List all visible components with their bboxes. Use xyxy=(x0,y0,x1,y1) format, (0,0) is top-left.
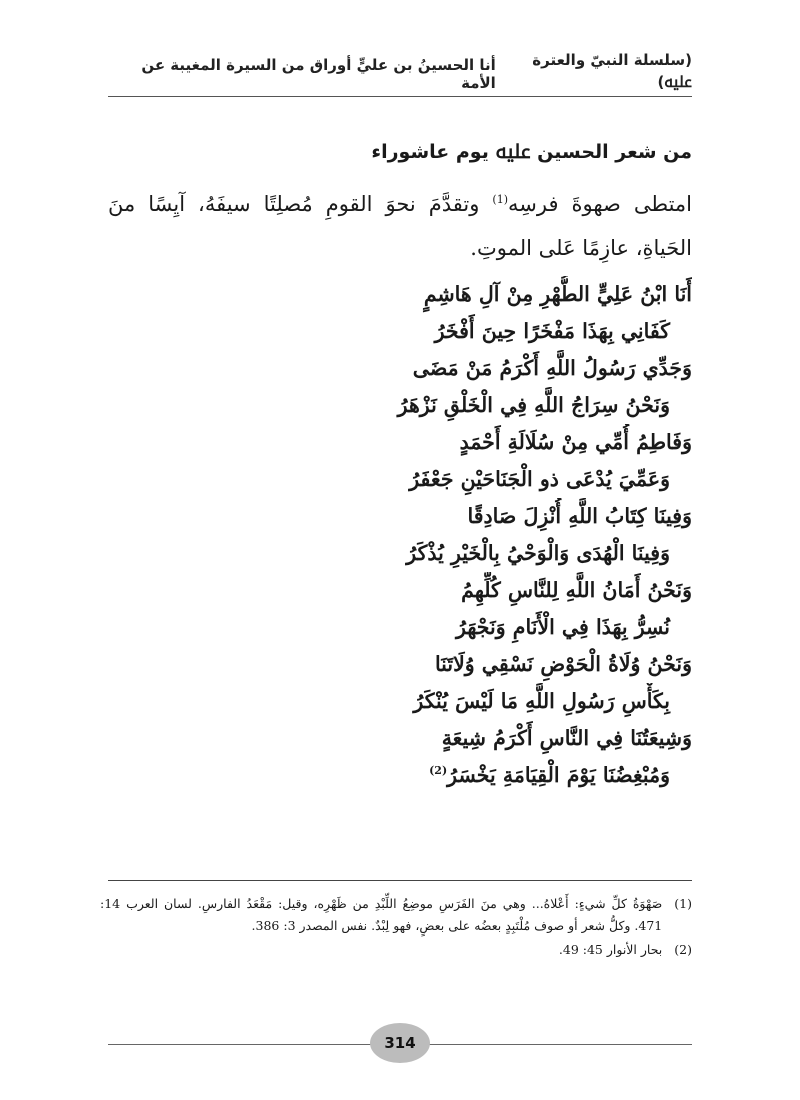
poem-verse: وَنَحْنُ أَمَانُ اللَّهِ لِلنَّاسِ كُلِّهِمُ xyxy=(461,578,692,602)
header-divider xyxy=(108,96,692,97)
poem-verse: وَفِينَا كِتَابُ اللَّهِ أُنْزِلَ صَادِقًا xyxy=(467,504,692,528)
footnote-ref-1: (1) xyxy=(492,193,508,206)
poem-verse: بِكَأْسِ رَسُولِ اللَّهِ مَا لَيْسَ يُنْكَرُ xyxy=(413,689,670,713)
poem-verse-text: وَمُبْغِضُنَا يَوْمَ الْقِيَامَةِ يَخْسَرُ xyxy=(447,763,670,787)
footnote-ref-2: (2) xyxy=(429,764,448,778)
poem-verse: أَنَا ابْنُ عَلِيٍّ الطُّهْرِ مِنْ آلِ هَاشِمٍ xyxy=(423,282,692,306)
footnote-text: صَهْوَةُ كلِّ شيءٍ: أَعْلاهُ... وهي منَ الفَرَسِ موضِعُ اللِّبْدِ من ظَهْرِه، وقيل: مَقْعَدُ الفارسِ. لسان العرب 14: 471. وكلُّ شعر أو صوف مُلْتَبِدٍ بعضُه على بعضٍ، فهو لِبْدٌ. نفس المصدر 3: 386. xyxy=(100,896,663,933)
intro-text-part1: امتطى صهوةَ فرسِه xyxy=(508,192,692,216)
page-footer xyxy=(108,1023,692,1063)
poem xyxy=(108,276,692,794)
series-title: (سلسلة النبيّ والعترة ﷷ) xyxy=(532,51,692,91)
main-content xyxy=(108,138,692,794)
intro-paragraph xyxy=(108,182,692,270)
footnote-item xyxy=(100,893,692,937)
poem-verse: وَشِيعَتُنَا فِي النَّاسِ أَكْرَمُ شِيعَةٍ xyxy=(441,726,692,750)
poem-verse: كَفَانِي بِهَذَا مَفْخَرًا حِينَ أَفْخَرُ xyxy=(434,319,670,343)
page-number: 314 xyxy=(384,1034,416,1052)
footnote-text: بحار الأنوار 45: 49. xyxy=(558,942,663,957)
poem-verse: وَفِينَا الْهُدَى وَالْوَحْيُ بِالْخَيْرِ يُذْكَرُ xyxy=(406,541,670,565)
running-header xyxy=(108,51,692,92)
page-number-badge xyxy=(370,1023,430,1063)
poem-verse-last xyxy=(108,757,692,794)
poem-verse: وَنَحْنُ وُلَاةُ الْحَوْضِ نَسْقِي وُلَاتَنَا xyxy=(434,652,692,676)
poem-verse: وَنَحْنُ سِرَاجُ اللَّهِ فِي الْخَلْقِ نَزْهَرُ xyxy=(397,393,670,417)
book-title: أنا الحسينُ بن عليٍّ أوراق من السيرة المغيبة عن الأمة xyxy=(141,56,496,92)
footnote-number: (2) xyxy=(674,942,692,957)
footnotes xyxy=(100,893,692,963)
footnote-item xyxy=(100,939,692,961)
section-heading: من شعر الحسين ﷷ يوم عاشوراء xyxy=(371,141,692,163)
footnote-number: (1) xyxy=(674,896,692,911)
poem-verse: وَفَاطِمُ أُمِّي مِنْ سُلَالَةِ أَحْمَدٍ xyxy=(459,430,692,454)
poem-verse: وَجَدِّي رَسُولُ اللَّهِ أَكْرَمُ مَنْ مَضَى xyxy=(412,356,692,380)
poem-verse: نُسِرُّ بِهَذَا فِي الْأَنَامِ وَنَجْهَرُ xyxy=(456,615,670,639)
footnote-divider xyxy=(108,880,692,881)
poem-verse: وَعَمِّيَ يُدْعَى ذو الْجَنَاحَيْنِ جَعْفَرُ xyxy=(409,467,670,491)
intro-text-part2: وتقدَّمَ نحوَ القومِ مُصلِتًا سيفَهُ، آيِسًا منَ الحَياةِ، عازِمًا عَلى الموتِ. xyxy=(108,192,692,260)
